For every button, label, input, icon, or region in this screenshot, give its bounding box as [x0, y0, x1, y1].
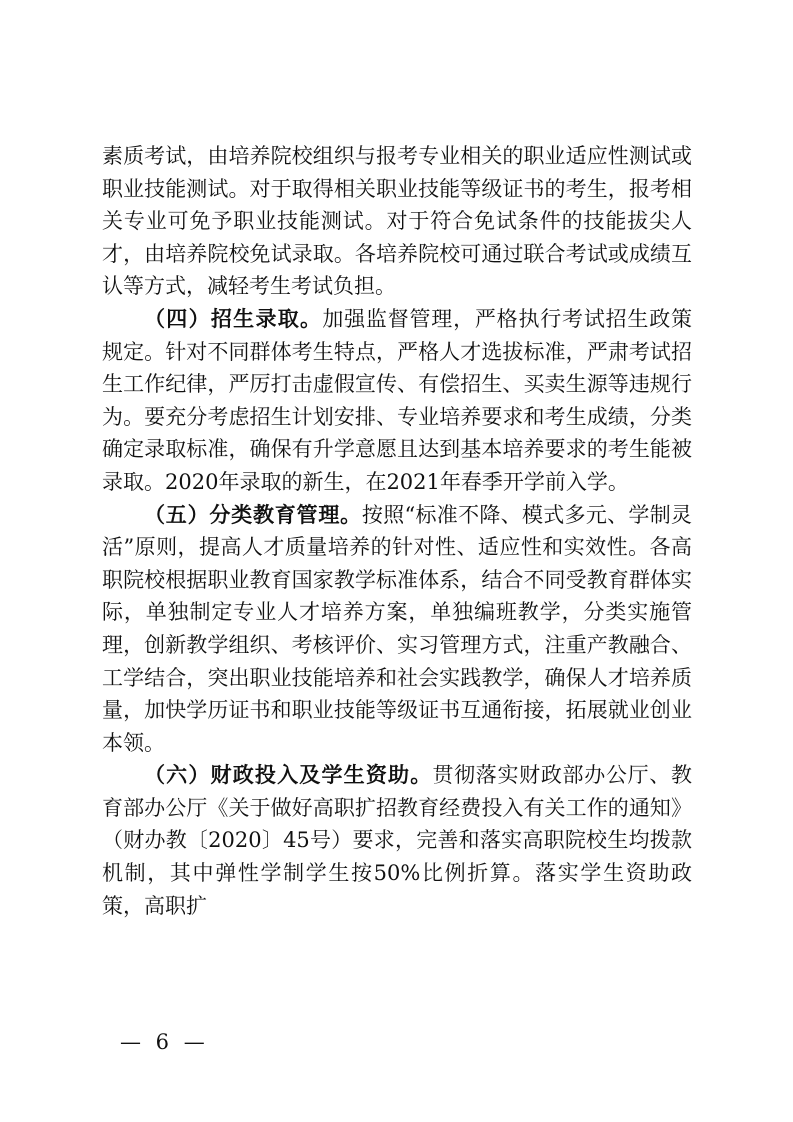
- paragraph-enrollment-admission: [102, 303, 692, 499]
- paragraph-text: 素质考试，由培养院校组织与报考专业相关的职业适应性测试或职业技能测试。对于取得相关职业技能等级证书的考生，报考相关专业可免予职业技能测试。对于符合免试条件的技能拔尖人才，由培养院校免试录取。各培养院校可通过联合考试或成绩互认等方式，减轻考生考试负担。: [102, 144, 692, 299]
- document-body: [102, 140, 692, 922]
- section-heading: （五）分类教育管理。: [144, 502, 362, 527]
- paragraph-text: 按照“标准不降、模式多元、学制灵活”原则，提高人才质量培养的针对性、适应性和实效性。各高职院校根据职业教育国家教学标准体系，结合不同受教育群体实际，单独制定专业人才培养方案，单独编班教学，分类实施管理，创新教学组织、考核评价、实习管理方式，注重产教融合、工学结合，突出职业技能培养和社会实践教学，确保人才培养质量，加快学历证书和职业技能等级证书互通衔接，拓展就业创业本领。: [102, 502, 692, 755]
- page-number: — 6 —: [120, 1030, 209, 1054]
- paragraph-text: 贯彻落实财政部办公厅、教育部办公厅《关于做好高职扩招教育经费投入有关工作的通知》（财办教〔2020〕45号）要求，完善和落实高职院校生均拨款机制，其中弹性学制学生按50%比例折算。落实学生资助政策，高职扩: [102, 763, 692, 918]
- section-heading: （六）财政投入及学生资助。: [144, 763, 433, 788]
- paragraph-continuation: [102, 140, 692, 303]
- paragraph-education-management: [102, 499, 692, 760]
- paragraph-finance-aid: [102, 759, 692, 922]
- paragraph-text: 加强监督管理，严格执行考试招生政策规定。针对不同群体考生特点，严格人才选拔标准，严肃考试招生工作纪律，严厉打击虚假宣传、有偿招生、买卖生源等违规行为。要充分考虑招生计划安排、专业培养要求和考生成绩，分类确定录取标准，确保有升学意愿且达到基本培养要求的考生能被录取。2020年录取的新生，在2021年春季开学前入学。: [102, 306, 693, 494]
- section-heading: （四）招生录取。: [144, 306, 323, 331]
